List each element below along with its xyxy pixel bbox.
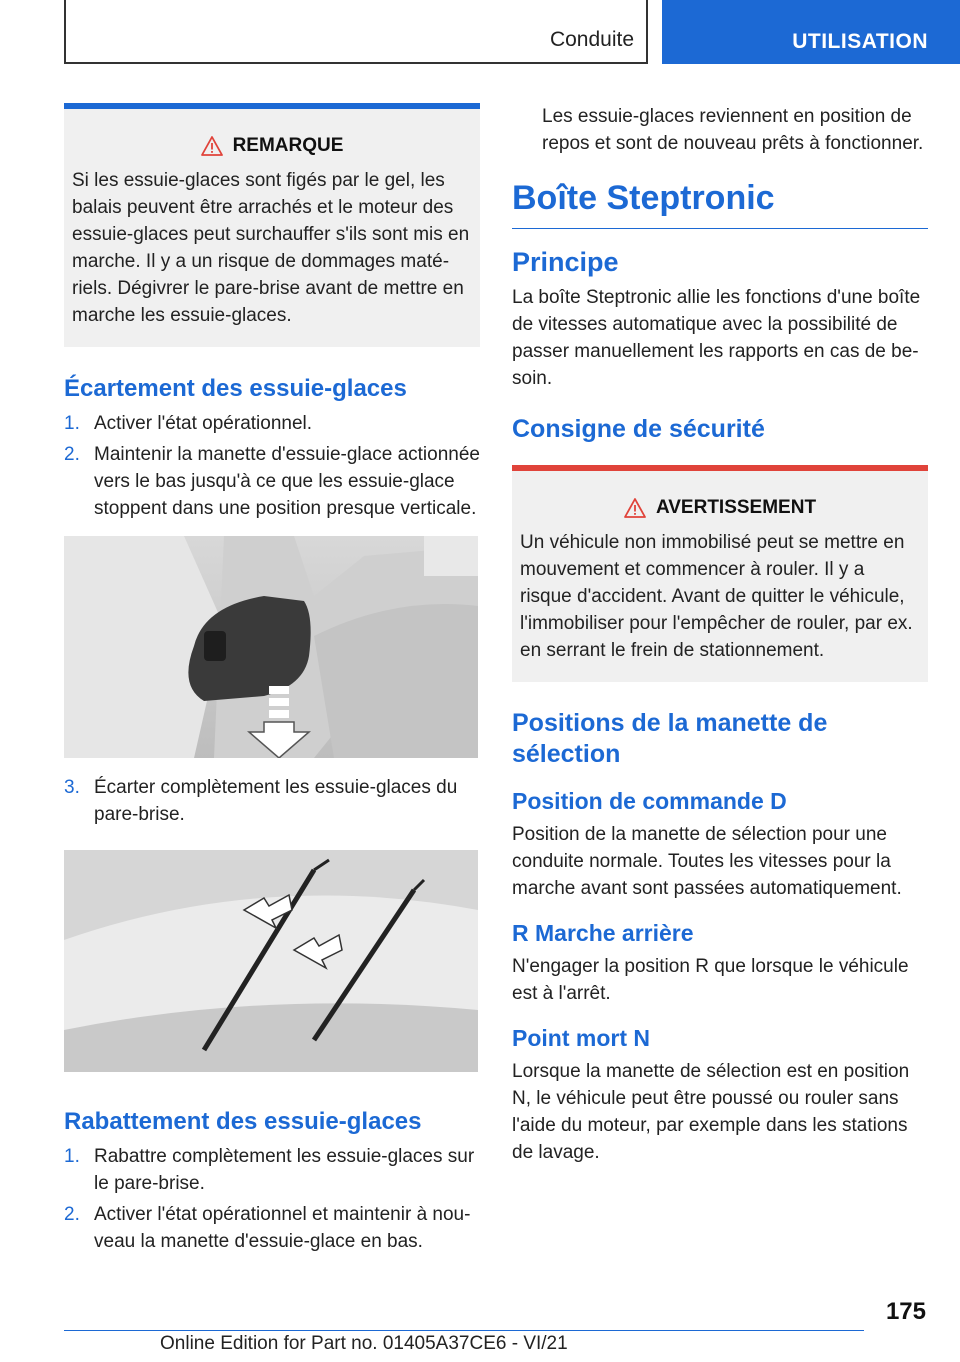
warning-body: Un véhicule non immobilisé peut se mettre en mouvement et commencer à rouler. Il y a risque d'accident. Avant de quitter le véhicule, l'immobiliser pour l'empêcher de rouler, par ex. en serrant le frein de stationnement. xyxy=(520,532,913,661)
header-section-box xyxy=(64,0,648,64)
step-number: 2. xyxy=(64,1204,80,1225)
footer-edition: Online Edition for Part no. 01405A37CE6 - VI/21 xyxy=(160,1333,568,1354)
step-text: Maintenir la manette d'essuie-glace actionnée vers le bas jusqu'à ce que les essuie-glace stoppent dans une position presque verticale. xyxy=(94,444,480,519)
step-number: 1. xyxy=(64,1146,80,1167)
step-number: 1. xyxy=(64,413,80,434)
rabattement-step-1 xyxy=(64,1143,480,1197)
footer-divider xyxy=(64,1330,864,1331)
rabattement-step-2 xyxy=(64,1201,480,1255)
wipers-lifted-illustration xyxy=(64,850,478,1072)
rabattement-continued-text: Les essuie-glaces reviennent en position de repos et sont de nouveau prêts à fonctionner. xyxy=(542,106,924,154)
ecartement-step-3 xyxy=(64,774,480,828)
remark-body: Si les essuie-glaces sont figés par le gel, les balais peuvent être arrachés et le moteur des essuie-glaces peut surchauffer s'ils sont mis en marche. Il y a un risque de dommages matériels. Dégivrer le pare-brise avant de mettre en marche les essuie-glaces. xyxy=(72,170,470,326)
consigne-heading: Consigne de sécurité xyxy=(512,415,765,443)
step-text: Écarter complètement les essuie-glaces du pare-brise. xyxy=(94,777,458,825)
header-chapter-tab: UTILISATION xyxy=(662,0,960,64)
warning-triangle-icon xyxy=(201,136,223,156)
principe-text: La boîte Steptronic allie les fonctions d'une boîte de vitesses automatique avec la possibilité de passer manuellement les rapports en cas de besoin. xyxy=(512,287,921,389)
ecartement-heading: Écartement des essuie-glaces xyxy=(64,375,407,402)
remark-notice-header xyxy=(72,135,472,157)
warning-notice-header xyxy=(520,497,920,519)
step-text: Activer l'état opérationnel. xyxy=(94,413,313,434)
ecartement-step-1 xyxy=(64,410,480,437)
position-r-heading: R Marche arrière xyxy=(512,920,694,946)
header-section-label: Conduite xyxy=(549,28,634,51)
position-n-text: Lorsque la manette de sélection est en position N, le véhicule peut être poussé ou rouler sans l'aide du moteur, par exemple dans les stations de lavage. xyxy=(512,1061,910,1163)
step-number: 2. xyxy=(64,444,80,465)
warning-title: AVERTISSEMENT xyxy=(655,497,817,518)
position-r-text: N'engager la position R que lorsque le véhicule est à l'arrêt. xyxy=(512,956,909,1004)
principe-heading: Principe xyxy=(512,247,619,277)
position-d-heading: Position de commande D xyxy=(512,788,787,814)
remark-title: REMARQUE xyxy=(232,135,344,156)
position-n-heading: Point mort N xyxy=(512,1025,650,1051)
rabattement-heading: Rabattement des essuie-glaces xyxy=(64,1108,422,1135)
position-d-text: Position de la manette de sélection pour une conduite normale. Toutes les vitesses pour la marche avant sont passées automatiquement. xyxy=(512,824,902,899)
step-text: Rabattre complètement les essuie-glaces sur le pare-brise. xyxy=(94,1146,475,1194)
warning-triangle-icon xyxy=(624,498,646,518)
right-column xyxy=(512,103,928,1166)
step-number: 3. xyxy=(64,777,80,798)
steptronic-heading: Boîte Steptronic xyxy=(512,179,928,229)
wiper-stalk-illustration xyxy=(64,536,478,758)
positions-heading: Positions de la manette de sélection xyxy=(512,709,828,768)
left-column xyxy=(64,103,480,1259)
step-text: Activer l'état opérationnel et maintenir à nouveau la manette d'essuie-glace en bas. xyxy=(94,1204,471,1252)
page-number: 175 xyxy=(885,1298,926,1325)
ecartement-step-2 xyxy=(64,441,480,522)
warning-notice xyxy=(512,465,928,682)
remark-notice xyxy=(64,103,480,347)
